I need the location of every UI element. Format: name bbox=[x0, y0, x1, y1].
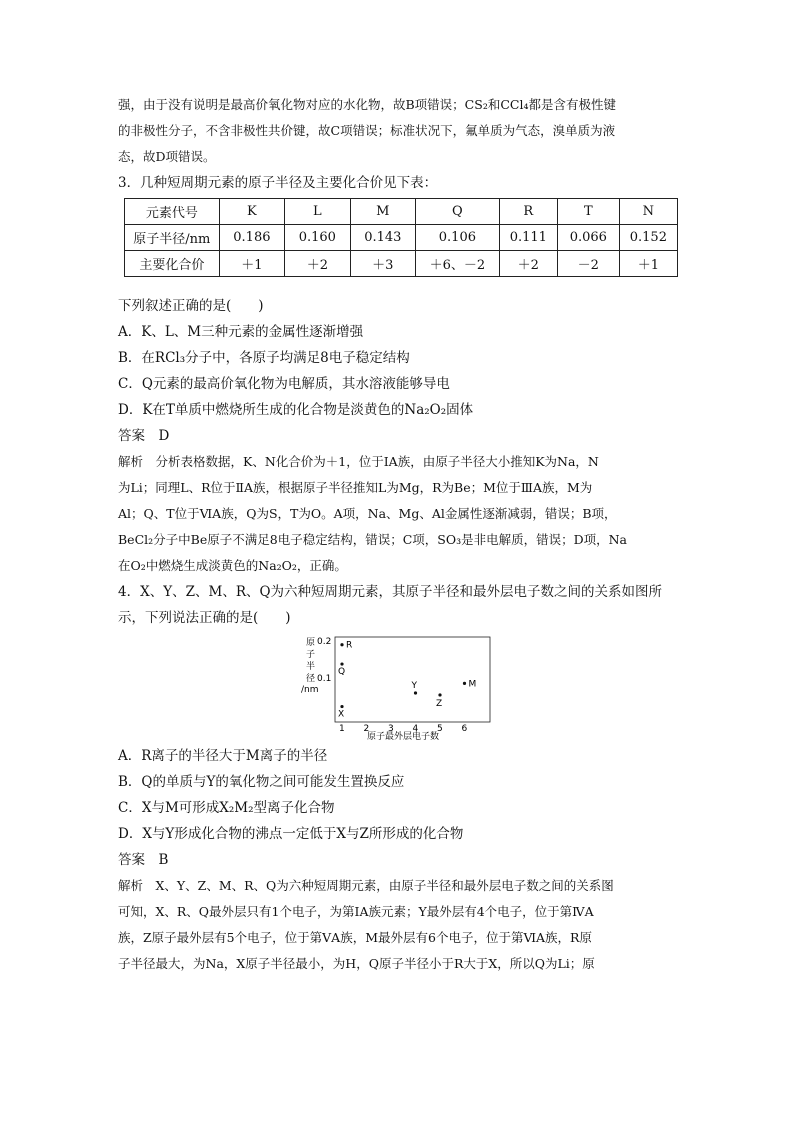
prev-explanation bbox=[118, 92, 678, 170]
analysis-line: 解析 分析表格数据，K、N化合价为＋1，位于ⅠA族，由原子半径大小推知K为Na，N bbox=[118, 454, 599, 469]
option-c: C．X与M可形成X₂M₂型离子化合物 bbox=[118, 800, 335, 816]
table-cell: 0.106 bbox=[416, 225, 500, 251]
table-cell: M bbox=[350, 199, 415, 225]
table-cell: L bbox=[285, 199, 350, 225]
data-point-y bbox=[414, 691, 417, 694]
table-cell: 0.066 bbox=[557, 225, 619, 251]
text-line: 强，由于没有说明是最高价氧化物对应的水化物，故B项错误；CS₂和CCl₄都是含有极性键 bbox=[118, 97, 616, 112]
analysis-line: 解析 X、Y、Z、M、R、Q为六种短周期元素，由原子半径和最外层电子数之间的关系图 bbox=[118, 878, 614, 893]
document-page bbox=[118, 92, 678, 977]
point-label-m: M bbox=[468, 679, 477, 690]
question-stem: 4．X、Y、Z、M、R、Q为六种短周期元素，其原子半径和最外层电子数之间的关系如图所 bbox=[118, 584, 663, 600]
y-label-char: 子 bbox=[306, 650, 316, 660]
table-cell: ＋6、－2 bbox=[416, 251, 500, 277]
analysis-line: 子半径最大，为Na，X原子半径最小，为H，Q原子半径小于R大于X，所以Q为Li；原 bbox=[118, 956, 595, 971]
option-a: A．R离子的半径大于M离子的半径 bbox=[118, 748, 328, 764]
point-label-r: R bbox=[346, 640, 353, 651]
x-tick-label: 1 bbox=[339, 724, 345, 734]
y-tick-label: 0.2 bbox=[317, 637, 332, 647]
table-cell: ＋1 bbox=[219, 251, 284, 277]
table-cell: ＋3 bbox=[350, 251, 415, 277]
y-tick-label: 0.1 bbox=[317, 674, 332, 684]
option-d: D．K在T单质中燃烧所生成的化合物是淡黄色的Na₂O₂固体 bbox=[118, 402, 474, 418]
x-tick-label: 4 bbox=[412, 724, 419, 734]
table-cell: 0.186 bbox=[219, 225, 284, 251]
option-d: D．X与Y形成化合物的沸点一定低于X与Z所形成的化合物 bbox=[118, 826, 464, 842]
table-cell: 元素代号 bbox=[125, 199, 220, 225]
element-table bbox=[124, 198, 678, 277]
table-cell: 原子半径/nm bbox=[125, 225, 220, 251]
data-point-r bbox=[340, 643, 343, 646]
analysis-line: 为Li；同理L、R位于ⅡA族，根据原子半径推知L为Mg，R为Be；M位于ⅢA族，M为 bbox=[118, 480, 593, 495]
data-point-z bbox=[438, 693, 441, 696]
text-line: 的非极性分子，不含非极性共价键，故C项错误；标准状况下，氟单质为气态，溴单质为液 bbox=[118, 123, 616, 138]
table-row bbox=[125, 225, 678, 251]
x-tick-label: 5 bbox=[437, 724, 443, 734]
table-cell: N bbox=[619, 199, 677, 225]
x-tick-label: 6 bbox=[461, 724, 468, 734]
analysis-line: BeCl₂分子中Be原子不满足8电子稳定结构，错误；C项，SO₃是非电解质，错误；D项，Na bbox=[118, 532, 627, 547]
table-cell: －2 bbox=[557, 251, 619, 277]
point-label-y: Y bbox=[411, 681, 417, 692]
option-b: B．Q的单质与Y的氧化物之间可能发生置换反应 bbox=[118, 774, 405, 790]
option-c: C．Q元素的最高价氧化物为电解质，其水溶液能够导电 bbox=[118, 376, 450, 392]
table-cell: 主要化合价 bbox=[125, 251, 220, 277]
table-cell: ＋2 bbox=[285, 251, 350, 277]
point-label-z: Z bbox=[436, 698, 443, 709]
y-label-char: 径 bbox=[306, 674, 316, 684]
table-cell: ＋2 bbox=[499, 251, 557, 277]
table-row bbox=[125, 199, 678, 225]
data-point-q bbox=[340, 662, 343, 665]
question-stem: 示，下列说法正确的是( ) bbox=[118, 610, 291, 626]
x-tick-label: 3 bbox=[388, 724, 394, 734]
question-prompt: 下列叙述正确的是( ) bbox=[118, 298, 264, 314]
table-cell: T bbox=[557, 199, 619, 225]
question-4 bbox=[118, 579, 678, 977]
table-cell: 0.160 bbox=[285, 225, 350, 251]
answer: 答案 D bbox=[118, 428, 170, 444]
point-label-q: Q bbox=[338, 667, 346, 678]
answer: 答案 B bbox=[118, 852, 169, 868]
option-a: A．K、L、M三种元素的金属性逐渐增强 bbox=[118, 324, 364, 340]
question-3 bbox=[118, 170, 678, 579]
table-cell: K bbox=[219, 199, 284, 225]
analysis-line: 在O₂中燃烧生成淡黄色的Na₂O₂，正确。 bbox=[118, 558, 347, 573]
point-label-x: X bbox=[338, 709, 345, 720]
analysis-line: 可知，X、R、Q最外层只有1个电子，为第ⅠA族元素；Y最外层有4个电子，位于第ⅣA bbox=[118, 904, 594, 919]
table-cell: 0.152 bbox=[619, 225, 677, 251]
y-label-char: 原 bbox=[306, 638, 316, 648]
radius-graph bbox=[118, 631, 678, 743]
plot-frame bbox=[335, 637, 490, 722]
analysis-line: 族，Z原子最外层有5个电子，位于第ⅤA族，M最外层有6个电子，位于第ⅥA族，R原 bbox=[118, 930, 592, 945]
table-cell: R bbox=[499, 199, 557, 225]
x-tick-label: 2 bbox=[363, 724, 370, 734]
graph-svg bbox=[300, 631, 500, 741]
question-stem: 3．几种短周期元素的原子半径及主要化合价见下表： bbox=[118, 175, 438, 191]
table-cell: 0.111 bbox=[499, 225, 557, 251]
y-label-char: 半 bbox=[306, 662, 316, 672]
analysis-line: Al；Q、T位于ⅥA族，Q为S，T为O。A项，Na、Mg、Al金属性逐渐减弱，错误；B项， bbox=[118, 506, 617, 521]
x-axis-label: 原子最外层电子数 bbox=[367, 732, 440, 741]
table-row bbox=[125, 251, 678, 277]
table-cell: Q bbox=[416, 199, 500, 225]
table-cell: ＋1 bbox=[619, 251, 677, 277]
data-point-m bbox=[463, 682, 466, 685]
option-b: B．在RCl₃分子中，各原子均满足8电子稳定结构 bbox=[118, 350, 410, 366]
data-point-x bbox=[340, 705, 343, 708]
y-label-unit: /nm bbox=[301, 685, 319, 695]
table-cell: 0.143 bbox=[350, 225, 415, 251]
text-line: 态，故D项错误。 bbox=[118, 149, 216, 164]
